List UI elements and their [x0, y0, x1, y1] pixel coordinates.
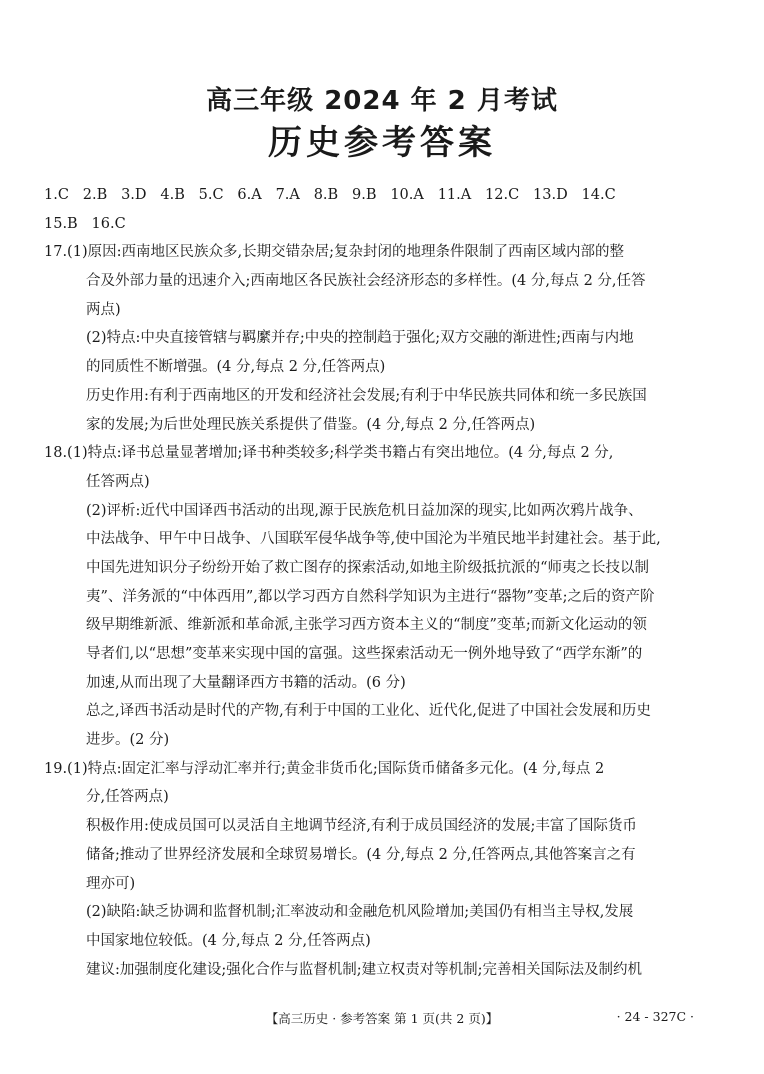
text-line: 夷”、洋务派的“中体西用”,都以学习西方自然科学知识为主进行“器物”变革;之后的资产阶	[86, 588, 655, 605]
text-line: 1.C 2.B 3.D 4.B 5.C 6.A 7.A 8.B 9.B 10.A 11.A 12.C 13.D 14.C	[44, 187, 616, 203]
page-footer	[0, 1005, 764, 1031]
text-line: 中国先进知识分子纷纷开始了救亡图存的探索活动,如地主阶级抵抗派的“师夷之长技以制	[86, 559, 650, 576]
text-line: (2)缺陷:缺乏协调和监督机制;汇率波动和金融危机风险增加;美国仍有相当主导权,发展	[86, 904, 634, 921]
text-line: 中法战争、甲午中日战争、八国联军侵华战争等,使中国沦为半殖民地半封建社会。基于此,	[86, 531, 661, 548]
text-line: 积极作用:使成员国可以灵活自主地调节经济,有利于成员国经济的发展;丰富了国际货币	[86, 818, 637, 835]
text-line: 储备;推动了世界经济发展和全球贸易增长。(4 分,每点 2 分,任答两点,其他答案言之有	[86, 846, 636, 863]
answer-key-title: 历史参考答案	[268, 123, 496, 163]
footer-page-label: 【高三历史 · 参考答案 第 1 页(共 2 页)】	[265, 1011, 499, 1026]
exam-title: 高三年级 2024 年 2 月考试	[206, 86, 558, 116]
text-line: 家的发展;为后世处理民族关系提供了借鉴。(4 分,每点 2 分,任答两点)	[86, 416, 536, 433]
footer-code: · 24 - 327C ·	[616, 1009, 694, 1024]
text-line: 分,任答两点)	[86, 789, 169, 806]
text-line: 合及外部力量的迅速介入;西南地区各民族社会经济形态的多样性。(4 分,每点 2 分,任答	[86, 273, 646, 290]
text-line: 15.B 16.C	[44, 215, 126, 232]
text-line: 加速,从而出现了大量翻译西方书籍的活动。(6 分)	[86, 674, 406, 691]
text-line: 理亦可)	[86, 875, 136, 892]
answer-body	[44, 181, 720, 984]
text-line: 总之,译西书活动是时代的产物,有利于中国的工业化、近代化,促进了中国社会发展和历史	[86, 703, 651, 720]
text-line: 两点)	[86, 301, 121, 318]
text-line: 进步。(2 分)	[86, 732, 170, 749]
text-line: (2)特点:中央直接管辖与羁縻并存;中央的控制趋于强化;双方交融的渐进性;西南与内地	[86, 330, 634, 347]
text-line: 19.(1)特点:固定汇率与浮动汇率并行;黄金非货币化;国际货币储备多元化。(4 分,每点 2	[44, 760, 605, 777]
text-line: 任答两点)	[86, 473, 150, 490]
text-line: 中国家地位较低。(4 分,每点 2 分,任答两点)	[86, 932, 371, 949]
text-line: 17.(1)原因:西南地区民族众多,长期交错杂居;复杂封闭的地理条件限制了西南区域内部的整	[44, 244, 624, 261]
text-line: 建议:加强制度化建设;强化合作与监督机制;建立权责对等机制;完善相关国际法及制约机	[86, 961, 643, 978]
text-line: 历史作用:有利于西南地区的开发和经济社会发展;有利于中华民族共同体和统一多民族国	[86, 387, 647, 404]
text-line: 级早期维新派、维新派和革命派,主张学习西方资本主义的“制度”变革;而新文化运动的领	[86, 617, 647, 634]
text-line: 18.(1)特点:译书总量显著增加;译书种类较多;科学类书籍占有突出地位。(4 分,每点 2 分,	[44, 445, 614, 462]
text-line: (2)评析:近代中国译西书活动的出现,源于民族危机日益加深的现实,比如两次鸦片战争、	[86, 502, 643, 519]
text-line: 的同质性不断增强。(4 分,每点 2 分,任答两点)	[86, 359, 386, 376]
text-line: 导者们,以“思想”变革来实现中国的富强。这些探索活动无一例外地导致了“西学东渐”的	[86, 646, 643, 662]
